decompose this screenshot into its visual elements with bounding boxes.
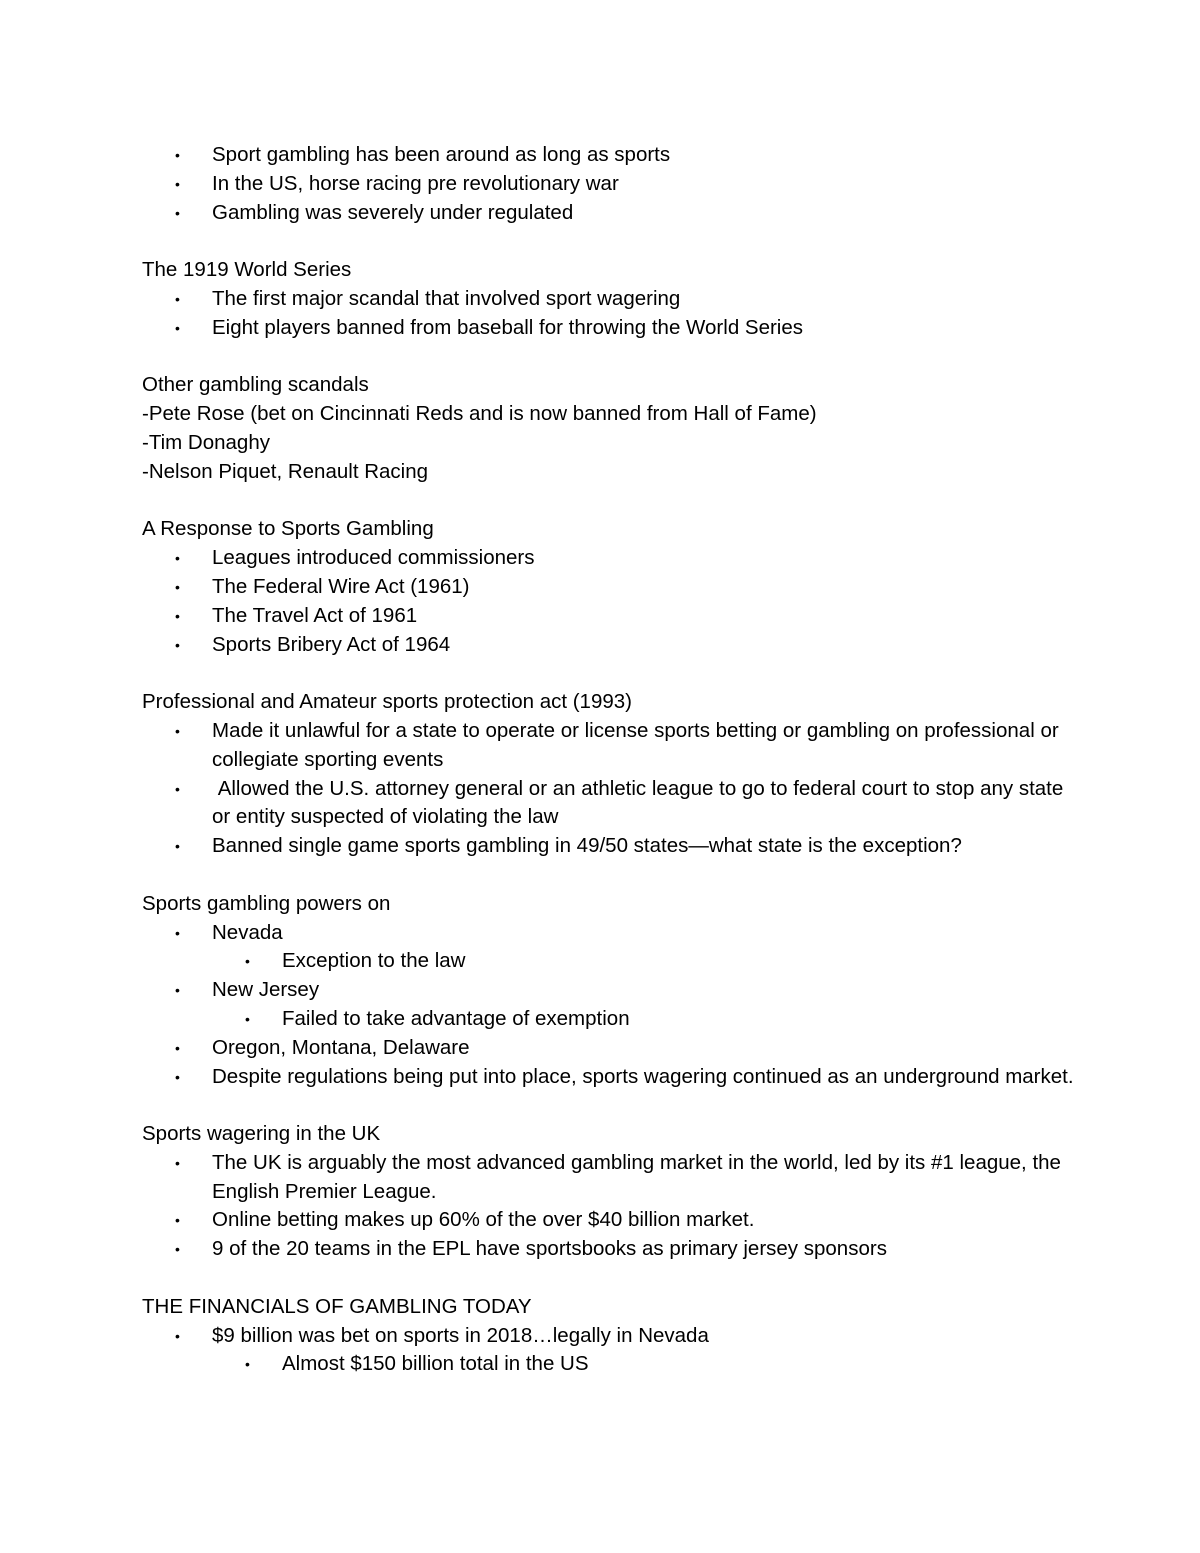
section-heading-response: A Response to Sports Gambling [142,517,434,541]
list-item-text: Sport gambling has been around as long as sports [212,143,671,166]
list-item [142,717,1082,775]
bullet-icon: • [175,982,180,999]
bullet-icon: • [175,1154,180,1171]
bullet-icon: • [175,1241,180,1258]
intro-list [142,141,1082,227]
list-item-text: Allowed the U.S. attorney general or an athletic league to go to federal court to stop any state or entity suspected of violating the law [212,776,1069,829]
sub-list [212,1350,1082,1379]
list-item [142,1322,1082,1380]
list-item-text: In the US, horse racing pre revolutionary war [212,171,619,195]
list-item-text: Despite regulations being put into place, sports wagering continued as an underground market. [212,1064,1074,1088]
sub-list [212,947,1082,976]
bullet-icon: • [175,290,180,307]
list-item-text: Oregon, Montana, Delaware [212,1035,470,1059]
list-item-text: The first major scandal that involved sport wagering [212,286,681,310]
bullet-icon: • [245,953,250,970]
bullet-icon: • [175,838,180,855]
list-item [142,1034,1082,1063]
bullet-icon: • [175,204,180,221]
section-heading-other-scandals: Other gambling scandals [142,373,369,397]
bullet-icon: • [245,1356,250,1373]
uk-list [142,1149,1082,1264]
sub-list-item [212,1005,1082,1034]
list-item [142,170,1082,199]
bullet-icon: • [175,578,180,595]
bullet-icon: • [245,1010,250,1027]
bullet-icon: • [175,319,180,336]
bullet-icon: • [175,607,180,624]
list-item-text: Made it unlawful for a state to operate or license sports betting or gambling on professional or collegiate sporting events [212,718,1059,771]
list-item-text: Nevada [212,920,283,944]
list-item-text: Sports Bribery Act of 1964 [212,632,451,656]
list-item-text: $9 billion was bet on sports in 2018…legally in Nevada [212,1323,709,1347]
bullet-icon: • [175,722,180,739]
list-item [142,314,1082,343]
bullet-icon: • [175,550,180,567]
list-item-text: The Federal Wire Act (1961) [212,574,470,598]
list-item-text: 9 of the 20 teams in the EPL have sportsbooks as primary jersey sponsors [212,1237,887,1261]
list-item [142,1235,1082,1264]
list-item [142,1206,1082,1235]
bullet-icon: • [175,780,180,797]
section-heading-financials: THE FINANCIALS OF GAMBLING TODAY [142,1294,532,1318]
world-series-list [142,285,1082,343]
list-item-text: Leagues introduced commissioners [212,546,535,570]
bullet-icon: • [175,1068,180,1085]
list-item-text: Eight players banned from baseball for throwing the World Series [212,315,804,339]
bullet-icon: • [175,1212,180,1229]
list-item-text: The UK is arguably the most advanced gambling market in the world, led by its #1 league, the English Premier League. [212,1150,1061,1203]
list-item [142,832,1082,861]
list-item [142,775,1082,833]
paspa-list [142,717,1082,861]
sub-list-item [212,1350,1082,1379]
list-item-text: The Travel Act of 1961 [212,603,418,627]
list-item [142,976,1082,1034]
list-item [142,199,1082,228]
sub-list [212,1005,1082,1034]
section-heading-uk: Sports wagering in the UK [142,1122,381,1146]
list-item-text: New Jersey [212,978,320,1002]
powers-on-list [142,919,1082,1092]
section-heading-paspa: Professional and Amateur sports protection act (1993) [142,690,632,714]
sub-list-item-text: Exception to the law [282,949,466,973]
response-list [142,544,1082,659]
bullet-icon: • [175,175,180,192]
scandal-line: -Tim Donaghy [142,430,270,454]
bullet-icon: • [175,924,180,941]
bullet-icon: • [175,636,180,653]
bullet-icon: • [175,1039,180,1056]
list-item [142,141,1082,170]
section-heading-powers-on: Sports gambling powers on [142,891,391,915]
bullet-icon: • [175,1327,180,1344]
section-heading-world-series: The 1919 World Series [142,258,352,282]
list-item [142,285,1082,314]
list-item-text: Online betting makes up 60% of the over $40 billion market. [212,1208,755,1232]
document-page [142,141,1082,1379]
sub-list-item [212,947,1082,976]
sub-list-item-text: Almost $150 billion total in the US [282,1352,589,1376]
financials-list [142,1322,1082,1380]
list-item [142,1149,1082,1207]
sub-list-item-text: Failed to take advantage of exemption [282,1006,630,1030]
list-item [142,544,1082,573]
list-item [142,1063,1082,1092]
list-item-text: Banned single game sports gambling in 49/50 states—what state is the exception? [212,834,962,858]
list-item [142,919,1082,977]
list-item [142,602,1082,631]
scandal-line: -Pete Rose (bet on Cincinnati Reds and is now banned from Hall of Fame) [142,402,817,426]
bullet-icon: • [175,147,180,163]
list-item [142,631,1082,660]
list-item-text: Gambling was severely under regulated [212,200,574,224]
list-item [142,573,1082,602]
scandal-line: -Nelson Piquet, Renault Racing [142,459,429,483]
